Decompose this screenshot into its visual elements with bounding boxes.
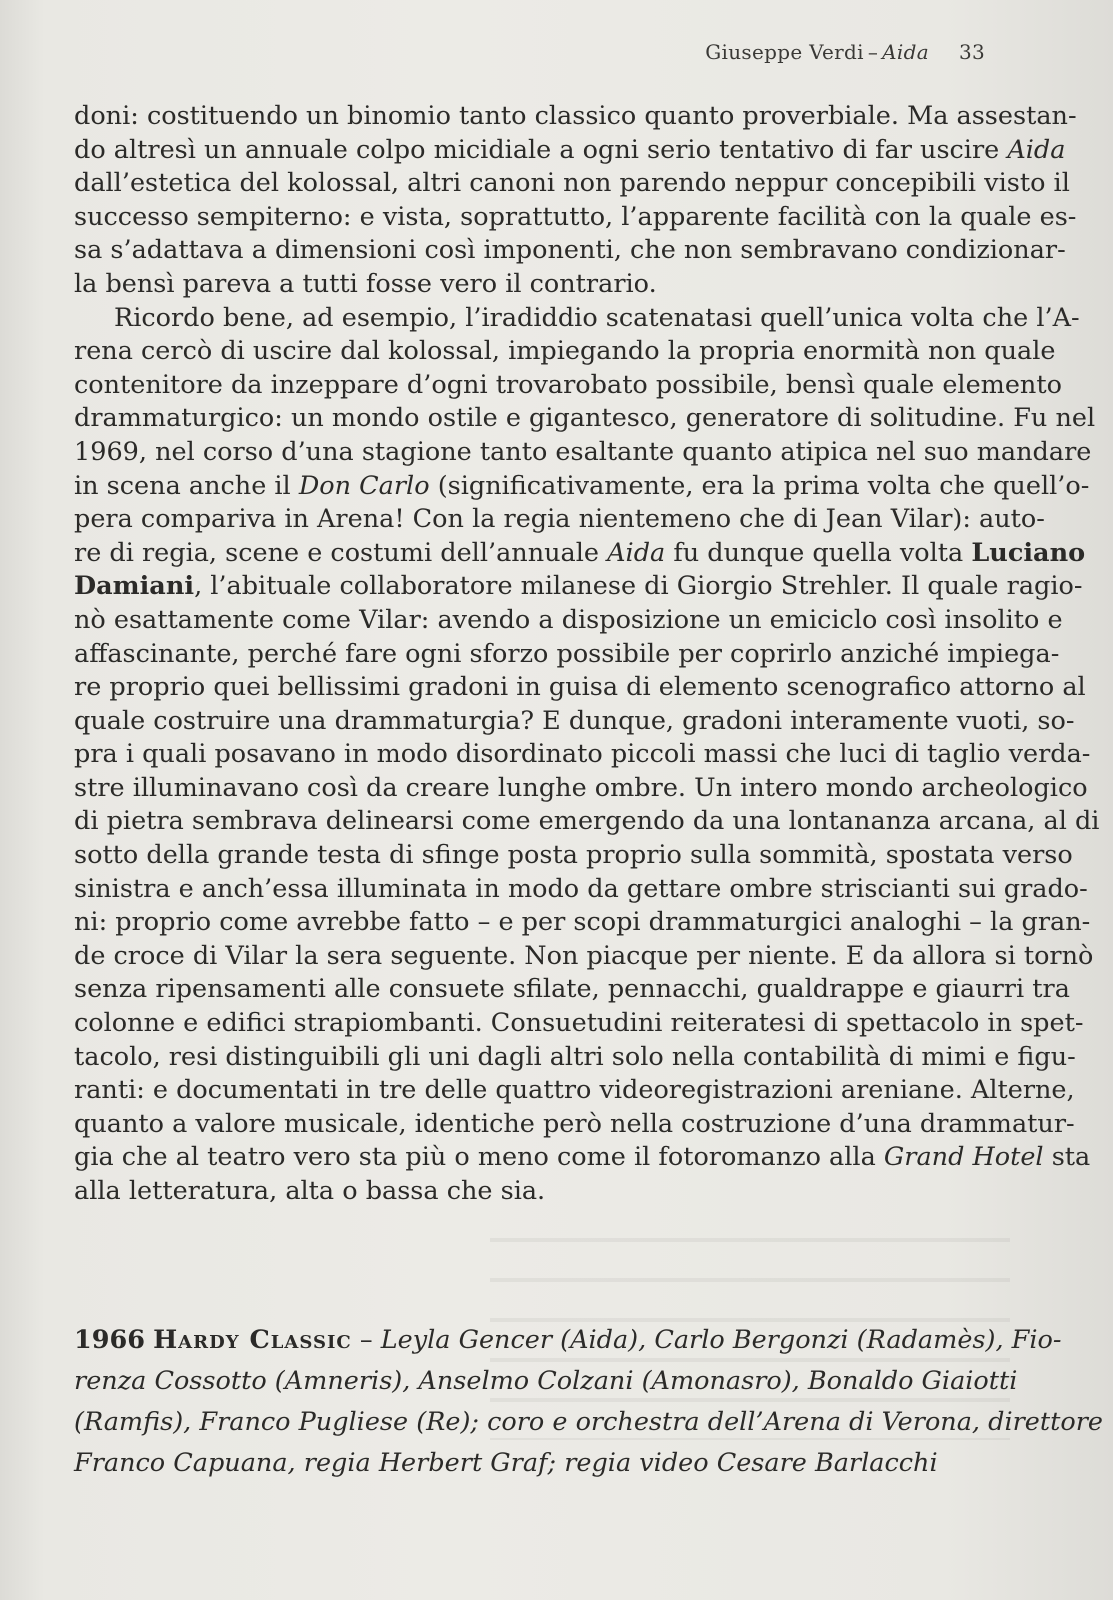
credit-cast: Leyla Gencer (Aida), Carlo Bergonzi (Radamès), Fio- xyxy=(380,1325,1062,1355)
italic-title: Aida xyxy=(607,537,666,568)
text-line: re proprio quei bellissimi gradoni in guisa di elemento scenografico attorno al xyxy=(74,672,1086,703)
text-line: ni: proprio come avrebbe fatto – e per scopi drammaturgici analoghi – la gran- xyxy=(74,907,1091,938)
text-line: dall’estetica del kolossal, altri canoni non parendo neppur concepibili visto il xyxy=(74,168,1070,199)
header-author: Giuseppe Verdi xyxy=(705,40,864,64)
text-line: 1969, nel corso d’una stagione tanto esaltante quanto atipica nel suo mandare xyxy=(74,436,1092,467)
text-line: senza ripensamenti alle consuete sfilate, pennacchi, gualdrappe e giaurri tra xyxy=(74,974,1070,1005)
text-line: de croce di Vilar la sera seguente. Non piacque per niente. E da allora si tornò xyxy=(74,940,1094,971)
header-separator: – xyxy=(867,40,879,64)
text-line: quanto a valore musicale, identiche però nella costruzione d’una drammatur- xyxy=(74,1108,1075,1139)
credit-line: renza Cossotto (Amneris), Anselmo Colzani (Amonasro), Bonaldo Giaiotti xyxy=(74,1366,1018,1396)
text-line: gia che al teatro vero sta più o meno come il fotoromanzo alla Grand Hotel sta xyxy=(74,1142,1091,1173)
text-line: quale costruire una drammaturgia? E dunque, gradoni interamente vuoti, so- xyxy=(74,705,1075,736)
credit-dash: – xyxy=(359,1325,373,1355)
body-text xyxy=(74,100,1100,1209)
text-line: colonne e edifici strapiombanti. Consuetudini reiteratesi di spettacolo in spet- xyxy=(74,1008,1084,1039)
text-line: sinistra e anch’essa illuminata in modo da gettare ombre striscianti sui grado- xyxy=(74,873,1088,904)
header-work-title: Aida xyxy=(882,40,929,64)
text-line: alla letteratura, alta o bassa che sia. xyxy=(74,1176,546,1206)
recording-credit xyxy=(74,1320,1104,1484)
text-line: sotto della grande testa di sfinge posta proprio sulla sommità, spostata verso xyxy=(74,840,1073,871)
text-line: pra i quali posavano in modo disordinato piccoli massi che luci di taglio verda- xyxy=(74,739,1091,770)
text-line: rena cercò di uscire dal kolossal, impiegando la propria enormità non quale xyxy=(74,336,1056,367)
credit-line: (Ramfis), Franco Pugliese (Re); coro e orchestra dell’Arena di Verona, direttore xyxy=(74,1407,1104,1437)
text-line: Damiani, l’abituale collaboratore milanese di Giorgio Strehler. Il quale ragio- xyxy=(74,571,1083,602)
text-line: sa s’adattava a dimensioni così imponenti, che non sembravano condizionar- xyxy=(74,235,1066,266)
italic-title: Aida xyxy=(1007,134,1066,165)
text-line: affascinante, perché fare ogni sforzo possibile per coprirlo anziché impiega- xyxy=(74,638,1060,669)
credit-line xyxy=(74,1320,1062,1361)
text-line: drammaturgico: un mondo ostile e gigantesco, generatore di solitudine. Fu nel xyxy=(74,403,1096,434)
text-line: successo sempiterno: e vista, soprattutto, l’apparente facilità con la quale es- xyxy=(74,201,1077,232)
running-head xyxy=(600,40,985,64)
text-line: nò esattamente come Vilar: avendo a disposizione un emiciclo così insolito e xyxy=(74,604,1063,635)
text-line: ranti: e documentati in tre delle quattro videoregistrazioni areniane. Alterne, xyxy=(74,1075,1075,1106)
text-line: Ricordo bene, ad esempio, l’iradiddio scatenatasi quell’unica volta che l’A- xyxy=(114,302,1080,333)
text-line: stre illuminavano così da creare lunghe ombre. Un intero mondo archeologico xyxy=(74,772,1088,803)
italic-title: Grand Hotel xyxy=(883,1142,1044,1173)
credit-year: 1966 xyxy=(74,1325,145,1355)
text-line: di pietra sembrava delinearsi come emergendo da una lontananza arcana, al di xyxy=(74,806,1100,837)
bold-name: Damiani xyxy=(74,571,195,602)
italic-title: Don Carlo xyxy=(298,470,430,501)
text-line: do altresì un annuale colpo micidiale a ogni serio tentativo di far uscire Aida xyxy=(74,134,1066,165)
page-number: 33 xyxy=(958,40,985,64)
text-line: in scena anche il Don Carlo (significativamente, era la prima volta che quell’o- xyxy=(74,470,1090,501)
text-line: contenitore da inzeppare d’ogni trovarobato possibile, bensì quale elemento xyxy=(74,369,1062,400)
text-line: doni: costituendo un binomio tanto classico quanto proverbiale. Ma assestan- xyxy=(74,101,1077,131)
text-line: re di regia, scene e costumi dell’annuale Aida fu dunque quella volta Luciano xyxy=(74,537,1086,568)
text-line: la bensì pareva a tutti fosse vero il contrario. xyxy=(74,268,657,299)
credit-line: Franco Capuana, regia Herbert Graf; regia video Cesare Barlacchi xyxy=(74,1448,938,1478)
text-line: tacolo, resi distinguibili gli uni dagli altri solo nella contabilità di mimi e figu- xyxy=(74,1041,1076,1072)
text-line: pera compariva in Arena! Con la regia nientemeno che di Jean Vilar): auto- xyxy=(74,504,1045,535)
credit-label: Hardy Classic xyxy=(153,1325,352,1355)
bold-name: Luciano xyxy=(971,537,1086,568)
